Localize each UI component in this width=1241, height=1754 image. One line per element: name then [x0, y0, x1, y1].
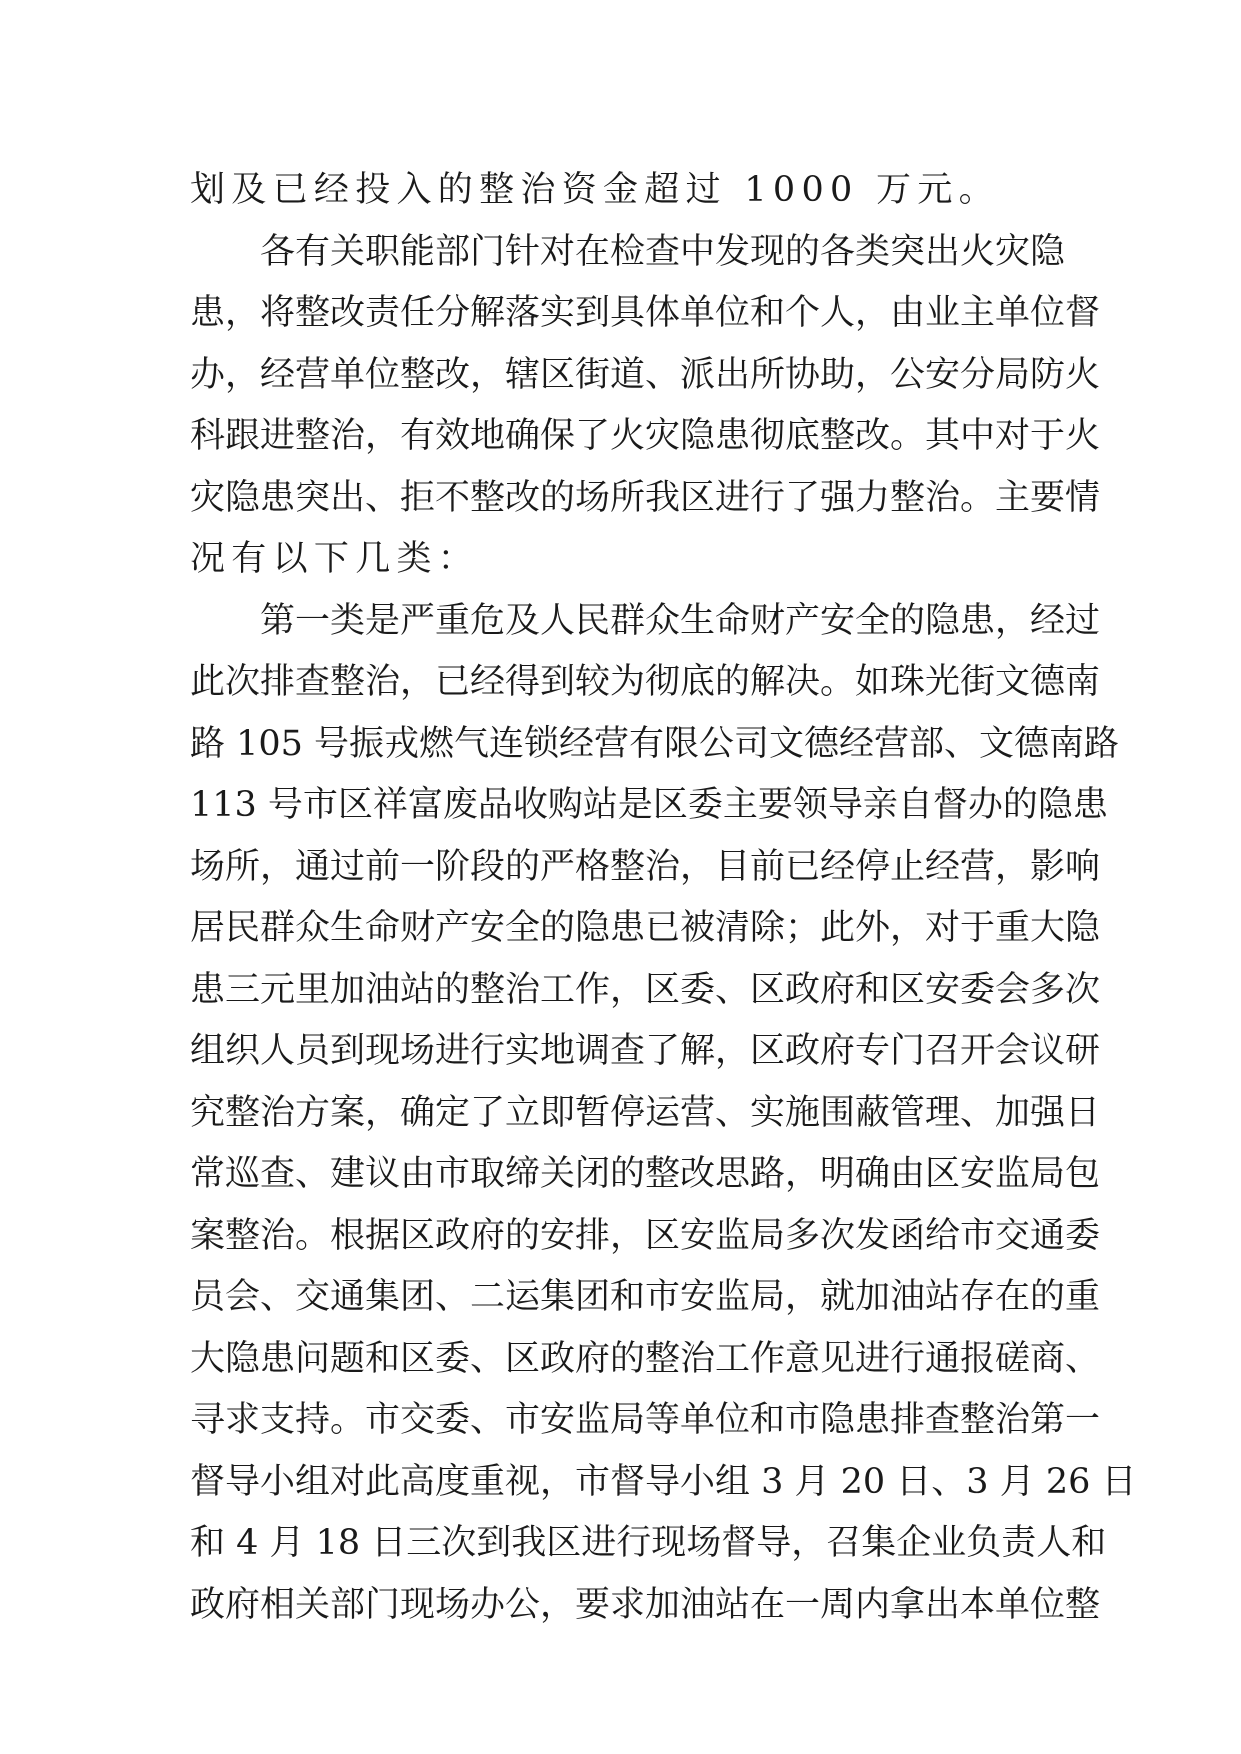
text-line-8: 第一类是严重危及人民群众生命财产安全的隐患，经过 — [260, 600, 1101, 641]
text-line-15: 组织人员到现场进行实地调查了解，区政府专门召开会议研 — [190, 1031, 1101, 1071]
text-line-7: 况有以下几类： — [190, 539, 480, 579]
text-line-17: 常巡查、建议由市取缔关闭的整改思路，明确由区安监局包 — [190, 1154, 1101, 1194]
text-line-14: 患三元里加油站的整治工作，区委、区政府和区安委会多次 — [190, 969, 1101, 1010]
text-line-19: 员会、交通集团、二运集团和市安监局，就加油站存在的重 — [190, 1277, 1101, 1317]
text-line-3: 患，将整改责任分解落实到具体单位和个人，由业主单位督 — [190, 293, 1101, 333]
text-line-6: 灾隐患突出、拒不整改的场所我区进行了强力整治。主要情 — [190, 477, 1101, 518]
text-line-24: 政府相关部门现场办公，要求加油站在一周内拿出本单位整 — [190, 1584, 1101, 1625]
text-line-10: 路 105 号振戎燃气连锁经营有限公司文德经营部、文德南路 — [190, 723, 1120, 764]
text-line-20: 大隐患问题和区委、区政府的整治工作意见进行通报磋商、 — [190, 1338, 1101, 1379]
text-line-12: 场所，通过前一阶段的严格整治，目前已经停止经营，影响 — [190, 846, 1101, 887]
text-line-23: 和 4 月 18 日三次到我区进行现场督导，召集企业负责人和 — [190, 1523, 1107, 1563]
text-line-9: 此次排查整治，已经得到较为彻底的解决。如珠光街文德南 — [190, 662, 1101, 702]
text-line-5: 科跟进整治，有效地确保了火灾隐患彻底整改。其中对于火 — [190, 416, 1101, 456]
text-line-21: 寻求支持。市交委、市安监局等单位和市隐患排查整治第一 — [190, 1400, 1101, 1440]
text-line-1: 划及已经投入的整治资金超过 1000 万元。 — [190, 170, 1000, 210]
text-line-22: 督导小组对此高度重视，市督导小组 3 月 20 日、3 月 26 日 — [190, 1461, 1137, 1502]
text-line-16: 究整治方案，确定了立即暂停运营、实施围蔽管理、加强日 — [190, 1092, 1101, 1133]
text-line-4: 办，经营单位整改，辖区街道、派出所协助，公安分局防火 — [190, 354, 1101, 395]
text-line-11: 113 号市区祥富废品收购站是区委主要领导亲自督办的隐患 — [190, 785, 1108, 825]
body-text — [190, 160, 1137, 1636]
text-line-2: 各有关职能部门针对在检查中发现的各类突出火灾隐 — [260, 231, 1066, 272]
text-line-18: 案整治。根据区政府的安排，区安监局多次发函给市交通委 — [190, 1215, 1101, 1256]
text-line-13: 居民群众生命财产安全的隐患已被清除；此外，对于重大隐 — [190, 908, 1101, 948]
